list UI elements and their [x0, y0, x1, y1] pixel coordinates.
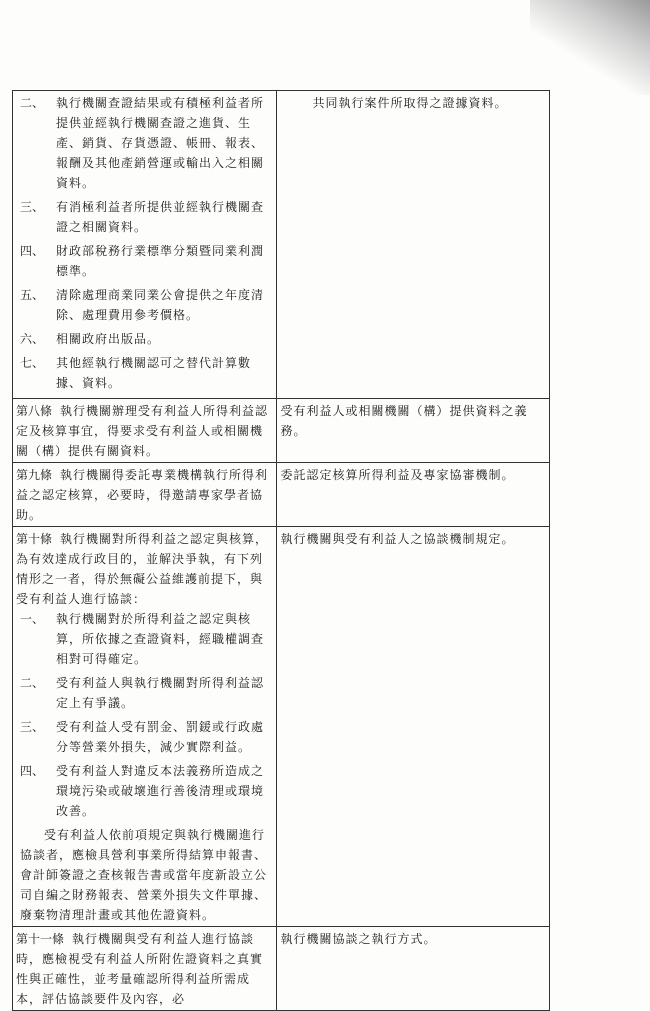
list-item: 一、 執行機關對於所得利益之認定與核算，所依據之查證資料，經職權調查相對可得確定。 — [20, 612, 265, 666]
explanation-text: 委託認定核算所得利益及專家協審機制。 — [280, 468, 515, 482]
provision-cell — [13, 463, 277, 527]
list-item: 二、 受有利益人與執行機關對所得利益認定上有爭議。 — [20, 676, 265, 710]
item-list — [16, 93, 273, 393]
list-item: 七、 其他經執行機關認可之替代計算數據、資料。 — [20, 356, 252, 390]
explanation-text: 受有利益人或相關機關（構）提供資料之義務。 — [280, 404, 528, 438]
table-row — [13, 91, 550, 399]
table-row — [13, 927, 550, 1011]
article-number: 第八條 — [16, 404, 53, 418]
explanation-cell — [277, 527, 550, 927]
article-11-text: 第十一條 執行機關與受有利益人進行協談時，應檢視受有利益人所附佐證資料之真實性與正確性，並考量確認所得利益所需成本，評估協談要件及內容，必 — [16, 932, 264, 1006]
explanation-text: 共同執行案件所取得之證據資料。 — [312, 96, 508, 110]
item-list — [16, 609, 273, 821]
regulation-table — [12, 90, 550, 1011]
explanation-text: 執行機關協談之執行方式。 — [280, 932, 437, 946]
list-item: 四、 財政部稅務行業標準分類暨同業利潤標準。 — [20, 244, 265, 278]
table-row — [13, 463, 550, 527]
article-10-text: 第十條 執行機關對所得利益之認定與核算，為有效達成行政目的，並解決爭執，有下列情形之一者，得於無礙公益維護前提下，與受有利益人進行協談： — [16, 532, 269, 606]
explanation-cell — [277, 91, 550, 399]
list-item: 三、 受有利益人受有罰金、罰鍰或行政處分等營業外損失，減少實際利益。 — [20, 720, 265, 754]
provision-cell — [13, 91, 277, 399]
explanation-cell — [277, 463, 550, 527]
provision-cell — [13, 399, 277, 463]
list-item: 四、 受有利益人對違反本法義務所造成之環境污染或破壞進行善後清理或環境改善。 — [20, 764, 265, 818]
article-8-text: 第八條 執行機關辦理受有利益人所得利益認定及核算事宜，得要求受有利益人或相關機關（構）提供有關資料。 — [16, 404, 269, 458]
article-number: 第十一條 — [16, 932, 65, 946]
list-item: 三、 有消極利益者所提供並經執行機關查證之相關資料。 — [20, 200, 265, 234]
article-number: 第十條 — [16, 532, 53, 546]
article-number: 第九條 — [16, 468, 53, 482]
provision-cell — [13, 527, 277, 927]
list-item: 六、 相關政府出版品。 — [20, 332, 161, 346]
provision-cell — [13, 927, 277, 1011]
page-corner-shadow — [530, 0, 650, 95]
explanation-cell — [277, 399, 550, 463]
explanation-cell — [277, 927, 550, 1011]
table-row — [13, 527, 550, 927]
list-item: 五、 清除處理商業同業公會提供之年度清除、處理費用參考價格。 — [20, 288, 265, 322]
closing-paragraph: 受有利益人依前項規定與執行機關進行協談者，應檢具營利事業所得結算申報書、會計師簽證之查核報告書或當年度新設立公司自編之財務報表、營業外損失文件單據、廢棄物清理計畫或其他佐證資料。 — [20, 828, 268, 922]
list-item: 二、 執行機關查證結果或有積極利益者所提供並經執行機關查證之進貨、生產、銷貨、存貨憑證、帳冊、報表、報酬及其他產銷營運或輸出入之相關資料。 — [20, 96, 265, 190]
explanation-text: 執行機關與受有利益人之協談機制規定。 — [280, 532, 515, 546]
article-9-text: 第九條 執行機關得委託專業機構執行所得利益之認定核算，必要時，得邀請專家學者協助。 — [16, 468, 269, 522]
table-row — [13, 399, 550, 463]
